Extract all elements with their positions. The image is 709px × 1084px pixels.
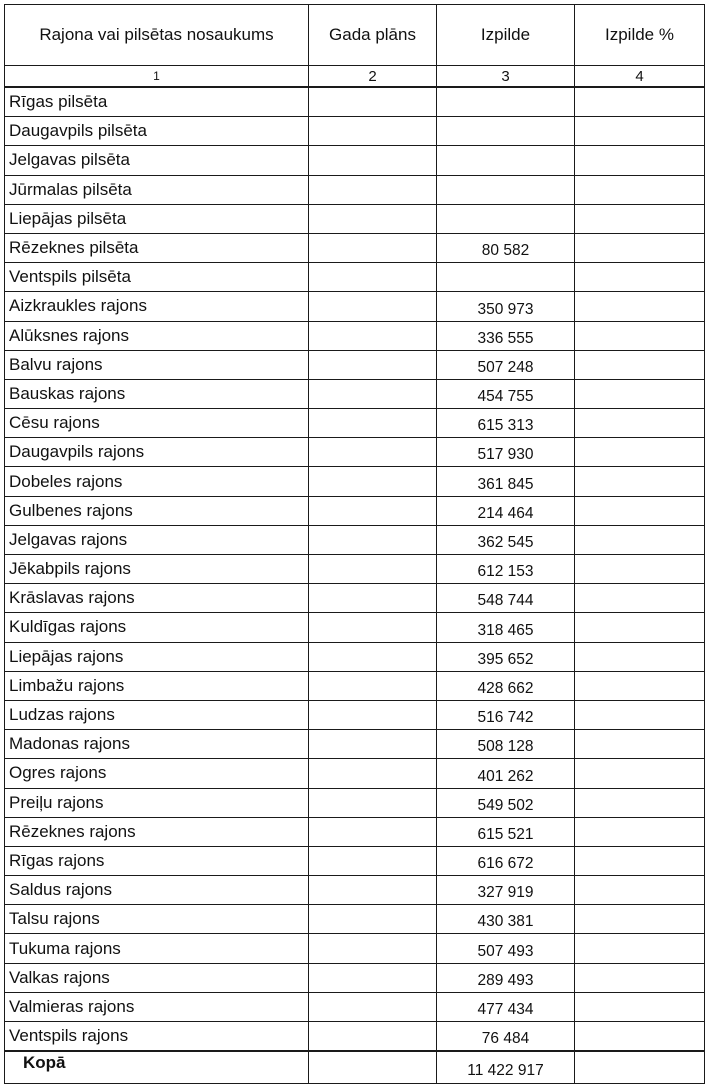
row-izpilde-cell bbox=[437, 263, 575, 292]
row-pct-cell bbox=[575, 438, 705, 467]
row-name-cell: Limbažu rajons bbox=[5, 671, 309, 700]
table-row bbox=[5, 409, 705, 438]
row-izpilde-cell: 428 662 bbox=[437, 671, 575, 700]
row-plan-cell bbox=[309, 759, 437, 788]
row-name-cell: Bauskas rajons bbox=[5, 379, 309, 408]
row-name-cell: Valkas rajons bbox=[5, 963, 309, 992]
table-row bbox=[5, 963, 705, 992]
row-pct-cell bbox=[575, 642, 705, 671]
row-name-cell: Aizkraukles rajons bbox=[5, 292, 309, 321]
row-izpilde-cell: 289 493 bbox=[437, 963, 575, 992]
column-number: 3 bbox=[437, 66, 575, 88]
row-pct-cell bbox=[575, 671, 705, 700]
row-izpilde-cell: 362 545 bbox=[437, 525, 575, 554]
row-plan-cell bbox=[309, 87, 437, 117]
row-pct-cell bbox=[575, 496, 705, 525]
row-pct-cell bbox=[575, 204, 705, 233]
row-izpilde-cell bbox=[437, 117, 575, 146]
row-name-cell: Rēzeknes rajons bbox=[5, 817, 309, 846]
row-izpilde-cell: 350 973 bbox=[437, 292, 575, 321]
row-plan-cell bbox=[309, 467, 437, 496]
row-izpilde-cell bbox=[437, 146, 575, 175]
row-izpilde-cell: 508 128 bbox=[437, 730, 575, 759]
row-name-cell: Ventspils rajons bbox=[5, 1022, 309, 1052]
table-row bbox=[5, 204, 705, 233]
row-plan-cell bbox=[309, 292, 437, 321]
row-name-cell: Saldus rajons bbox=[5, 876, 309, 905]
row-plan-cell bbox=[309, 671, 437, 700]
table-row bbox=[5, 817, 705, 846]
row-pct-cell bbox=[575, 146, 705, 175]
table-row bbox=[5, 876, 705, 905]
header-plan: Gada plāns bbox=[309, 5, 437, 66]
row-pct-cell bbox=[575, 759, 705, 788]
table-row bbox=[5, 759, 705, 788]
row-izpilde-cell: 615 313 bbox=[437, 409, 575, 438]
row-plan-cell bbox=[309, 876, 437, 905]
row-plan-cell bbox=[309, 146, 437, 175]
row-plan-cell bbox=[309, 700, 437, 729]
row-pct-cell bbox=[575, 292, 705, 321]
row-izpilde-cell: 507 248 bbox=[437, 350, 575, 379]
row-izpilde-cell: 454 755 bbox=[437, 379, 575, 408]
row-plan-cell bbox=[309, 584, 437, 613]
row-name-cell: Gulbenes rajons bbox=[5, 496, 309, 525]
table-row bbox=[5, 788, 705, 817]
row-plan-cell bbox=[309, 409, 437, 438]
table-row bbox=[5, 175, 705, 204]
total-row bbox=[5, 1051, 705, 1084]
table-row bbox=[5, 613, 705, 642]
header-izpilde: Izpilde bbox=[437, 5, 575, 66]
row-pct-cell bbox=[575, 817, 705, 846]
row-izpilde-cell: 327 919 bbox=[437, 876, 575, 905]
row-pct-cell bbox=[575, 233, 705, 262]
total-izpilde-cell: 11 422 917 bbox=[437, 1051, 575, 1084]
row-izpilde-cell: 517 930 bbox=[437, 438, 575, 467]
row-plan-cell bbox=[309, 204, 437, 233]
row-pct-cell bbox=[575, 1022, 705, 1052]
row-izpilde-cell: 214 464 bbox=[437, 496, 575, 525]
table-header-row bbox=[5, 5, 705, 66]
row-name-cell: Cēsu rajons bbox=[5, 409, 309, 438]
row-plan-cell bbox=[309, 817, 437, 846]
table-row bbox=[5, 905, 705, 934]
row-plan-cell bbox=[309, 642, 437, 671]
row-izpilde-cell: 430 381 bbox=[437, 905, 575, 934]
row-name-cell: Jelgavas rajons bbox=[5, 525, 309, 554]
row-pct-cell bbox=[575, 934, 705, 963]
table-row bbox=[5, 233, 705, 262]
row-name-cell: Rīgas rajons bbox=[5, 846, 309, 875]
row-name-cell: Ventspils pilsēta bbox=[5, 263, 309, 292]
row-plan-cell bbox=[309, 730, 437, 759]
table-row bbox=[5, 438, 705, 467]
row-pct-cell bbox=[575, 963, 705, 992]
row-plan-cell bbox=[309, 1022, 437, 1052]
row-pct-cell bbox=[575, 175, 705, 204]
table-row bbox=[5, 934, 705, 963]
header-izpilde-pct: Izpilde % bbox=[575, 5, 705, 66]
table-row bbox=[5, 146, 705, 175]
row-pct-cell bbox=[575, 788, 705, 817]
table-row bbox=[5, 87, 705, 117]
row-plan-cell bbox=[309, 613, 437, 642]
row-pct-cell bbox=[575, 379, 705, 408]
row-plan-cell bbox=[309, 992, 437, 1021]
row-name-cell: Liepājas rajons bbox=[5, 642, 309, 671]
row-izpilde-cell: 401 262 bbox=[437, 759, 575, 788]
row-izpilde-cell: 76 484 bbox=[437, 1022, 575, 1052]
header-name: Rajona vai pilsētas nosaukums bbox=[5, 5, 309, 66]
table-row bbox=[5, 846, 705, 875]
row-plan-cell bbox=[309, 788, 437, 817]
total-plan-cell bbox=[309, 1051, 437, 1084]
table-row bbox=[5, 700, 705, 729]
row-izpilde-cell: 80 582 bbox=[437, 233, 575, 262]
table-row bbox=[5, 263, 705, 292]
table-row bbox=[5, 555, 705, 584]
table-row bbox=[5, 379, 705, 408]
row-pct-cell bbox=[575, 350, 705, 379]
row-name-cell: Tukuma rajons bbox=[5, 934, 309, 963]
table-row bbox=[5, 671, 705, 700]
row-pct-cell bbox=[575, 117, 705, 146]
table-row bbox=[5, 525, 705, 554]
row-plan-cell bbox=[309, 934, 437, 963]
table-row bbox=[5, 584, 705, 613]
column-number: 4 bbox=[575, 66, 705, 88]
row-pct-cell bbox=[575, 263, 705, 292]
row-name-cell: Krāslavas rajons bbox=[5, 584, 309, 613]
row-izpilde-cell: 549 502 bbox=[437, 788, 575, 817]
row-izpilde-cell: 395 652 bbox=[437, 642, 575, 671]
row-plan-cell bbox=[309, 525, 437, 554]
table-row bbox=[5, 642, 705, 671]
row-pct-cell bbox=[575, 525, 705, 554]
row-name-cell: Ogres rajons bbox=[5, 759, 309, 788]
row-plan-cell bbox=[309, 438, 437, 467]
table-body bbox=[5, 87, 705, 1051]
table-row bbox=[5, 496, 705, 525]
row-izpilde-cell bbox=[437, 204, 575, 233]
row-name-cell: Dobeles rajons bbox=[5, 467, 309, 496]
row-name-cell: Madonas rajons bbox=[5, 730, 309, 759]
row-pct-cell bbox=[575, 846, 705, 875]
row-izpilde-cell: 477 434 bbox=[437, 992, 575, 1021]
row-plan-cell bbox=[309, 555, 437, 584]
row-pct-cell bbox=[575, 613, 705, 642]
row-name-cell: Daugavpils rajons bbox=[5, 438, 309, 467]
row-plan-cell bbox=[309, 379, 437, 408]
row-izpilde-cell: 616 672 bbox=[437, 846, 575, 875]
row-pct-cell bbox=[575, 87, 705, 117]
document-page bbox=[4, 4, 705, 1084]
row-izpilde-cell: 318 465 bbox=[437, 613, 575, 642]
column-number: 2 bbox=[309, 66, 437, 88]
row-name-cell: Talsu rajons bbox=[5, 905, 309, 934]
row-name-cell: Jēkabpils rajons bbox=[5, 555, 309, 584]
row-pct-cell bbox=[575, 876, 705, 905]
total-pct-cell bbox=[575, 1051, 705, 1084]
row-izpilde-cell: 336 555 bbox=[437, 321, 575, 350]
row-name-cell: Valmieras rajons bbox=[5, 992, 309, 1021]
row-pct-cell bbox=[575, 467, 705, 496]
row-plan-cell bbox=[309, 117, 437, 146]
table-row bbox=[5, 1022, 705, 1052]
row-pct-cell bbox=[575, 409, 705, 438]
table-row bbox=[5, 350, 705, 379]
row-pct-cell bbox=[575, 584, 705, 613]
total-label: Kopā bbox=[5, 1051, 309, 1084]
row-name-cell: Preiļu rajons bbox=[5, 788, 309, 817]
row-izpilde-cell bbox=[437, 87, 575, 117]
row-name-cell: Rīgas pilsēta bbox=[5, 87, 309, 117]
row-izpilde-cell: 507 493 bbox=[437, 934, 575, 963]
row-pct-cell bbox=[575, 992, 705, 1021]
table-row bbox=[5, 730, 705, 759]
row-izpilde-cell: 612 153 bbox=[437, 555, 575, 584]
row-name-cell: Kuldīgas rajons bbox=[5, 613, 309, 642]
row-izpilde-cell: 516 742 bbox=[437, 700, 575, 729]
row-name-cell: Liepājas pilsēta bbox=[5, 204, 309, 233]
row-plan-cell bbox=[309, 496, 437, 525]
row-pct-cell bbox=[575, 700, 705, 729]
row-pct-cell bbox=[575, 730, 705, 759]
row-izpilde-cell bbox=[437, 175, 575, 204]
row-name-cell: Alūksnes rajons bbox=[5, 321, 309, 350]
row-plan-cell bbox=[309, 350, 437, 379]
table-row bbox=[5, 467, 705, 496]
row-plan-cell bbox=[309, 263, 437, 292]
row-plan-cell bbox=[309, 905, 437, 934]
row-name-cell: Daugavpils pilsēta bbox=[5, 117, 309, 146]
column-number-row bbox=[5, 66, 705, 88]
row-izpilde-cell: 361 845 bbox=[437, 467, 575, 496]
row-name-cell: Ludzas rajons bbox=[5, 700, 309, 729]
table-row bbox=[5, 117, 705, 146]
row-plan-cell bbox=[309, 321, 437, 350]
table-row bbox=[5, 992, 705, 1021]
row-name-cell: Jūrmalas pilsēta bbox=[5, 175, 309, 204]
row-pct-cell bbox=[575, 321, 705, 350]
row-name-cell: Balvu rajons bbox=[5, 350, 309, 379]
row-name-cell: Jelgavas pilsēta bbox=[5, 146, 309, 175]
row-izpilde-cell: 548 744 bbox=[437, 584, 575, 613]
column-number: 1 bbox=[5, 66, 309, 88]
row-plan-cell bbox=[309, 175, 437, 204]
row-name-cell: Rēzeknes pilsēta bbox=[5, 233, 309, 262]
row-plan-cell bbox=[309, 233, 437, 262]
budget-execution-table bbox=[4, 4, 705, 1084]
row-pct-cell bbox=[575, 905, 705, 934]
row-izpilde-cell: 615 521 bbox=[437, 817, 575, 846]
table-row bbox=[5, 321, 705, 350]
row-pct-cell bbox=[575, 555, 705, 584]
row-plan-cell bbox=[309, 963, 437, 992]
table-row bbox=[5, 292, 705, 321]
row-plan-cell bbox=[309, 846, 437, 875]
